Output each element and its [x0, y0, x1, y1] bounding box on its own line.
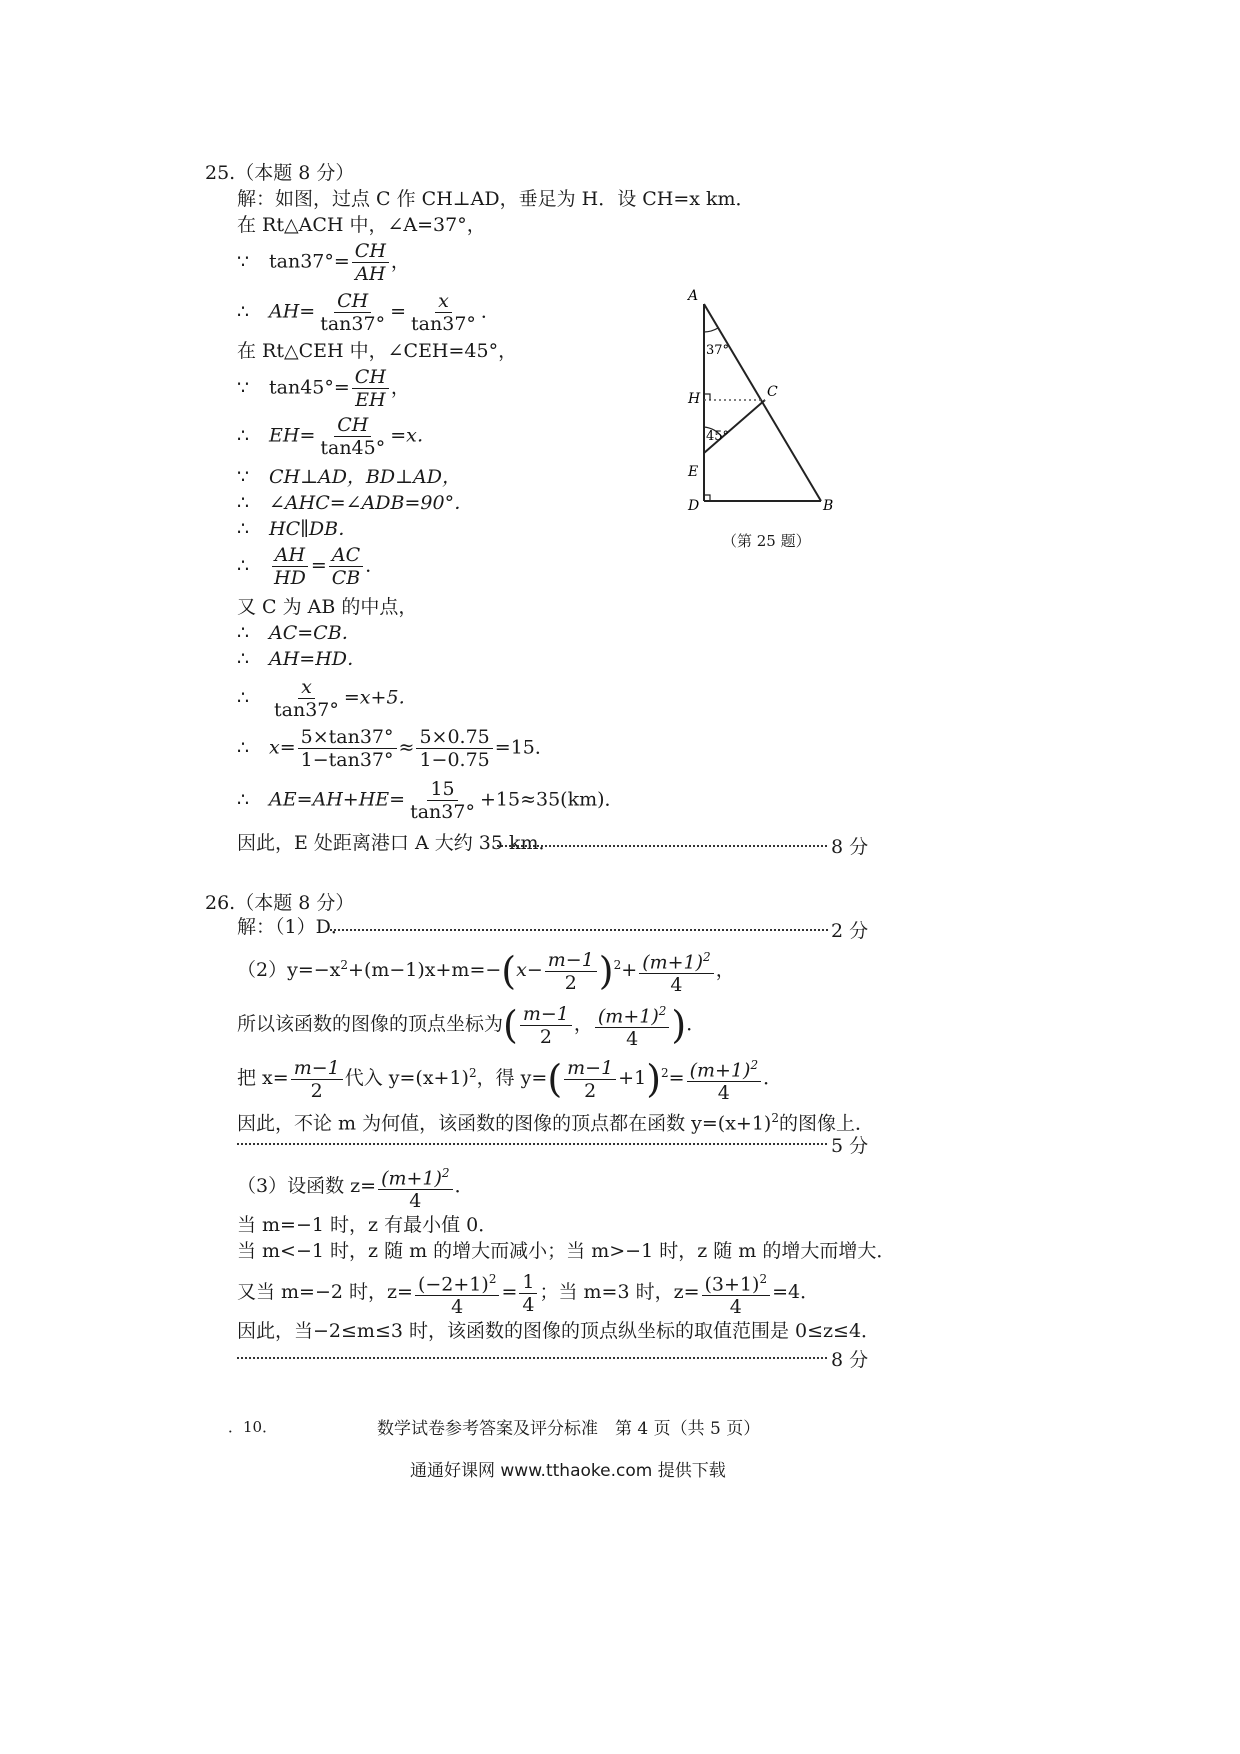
q26-part3-values: 又当 m=−2 时，z= $\frac{(-2+1)^2}{4}$ = $\frac{1}{4}$ ；当 m=3 时，z= $\frac{(3+1)^2}{4}$ =4．: [237, 1268, 819, 1318]
score-leader: [497, 845, 827, 847]
q25-line12: 又 C 为 AB 的中点，: [237, 596, 418, 618]
q26-part1: 解：（1）D．: [237, 916, 350, 938]
angle-label-37: 37°: [706, 343, 730, 358]
q25-line15: ∴ $\frac{x}{\tan 37^\circ}$ =x+5．: [237, 676, 418, 721]
q26-header: 26.（本题 8 分）: [205, 892, 355, 914]
q25-figure: [680, 280, 840, 550]
score-leader: [237, 1143, 827, 1145]
q25-line8: ∵ CH⊥AD，BD⊥AD，: [237, 466, 461, 488]
fraction: $\frac{(m+1)^2}{4}$: [378, 1162, 453, 1212]
fraction: $\frac{(m+1)^2}{4}$: [687, 1054, 762, 1104]
fraction: $\frac{AH}{HD}$: [271, 544, 309, 589]
label-b: B: [823, 498, 834, 514]
q25-line1: 解：如图，过点 C 作 CH⊥AD，垂足为 H．设 CH=x km．: [237, 188, 755, 210]
footer-source: 通通好课网 www.tthaoke.com 提供下载: [410, 1461, 726, 1481]
q25-line3: ∵ tan37°= $\frac{CH}{AH}$ ，: [237, 240, 410, 285]
fraction: $\frac{5\times\tan 37^\circ}{1-\tan 37^\circ}$: [298, 726, 397, 771]
q25-header: 25.（本题 8 分）: [205, 162, 355, 184]
q26-part3-min: 当 m=−1 时，z 有最小值 0．: [237, 1214, 498, 1236]
fraction: $\frac{CH}{AH}$: [352, 240, 389, 285]
q26-part2-eq: $(2)y=-x^2+(m-1)x+m=-(x-$ $\frac{m-1}{2}$ )$^2$+ $\frac{(m+1)^2}{4}$ ，: [237, 946, 735, 996]
q25-conclusion: 因此，E 处距离港口 A 大约 35 km．: [237, 832, 558, 854]
label-d: D: [688, 498, 700, 514]
fraction: $\frac{(m+1)^2}{4}$: [639, 946, 714, 996]
fraction: $\frac{m-1}{2}$: [545, 949, 597, 994]
q26-part2-vertex: 所以该函数的图像的顶点坐标为( $\frac{m-1}{2}$ ， $\frac{(m+1)^2}{4}$ )．: [237, 1000, 705, 1050]
q25-score: 8 分: [831, 836, 869, 858]
because-symbol: ∵: [237, 250, 250, 273]
therefore-symbol: ∴: [237, 300, 250, 323]
footer-title: 数学试卷参考答案及评分标准 第 4 页（共 5 页）: [377, 1419, 761, 1439]
q25-line6: ∵ tan45°= $\frac{CH}{EH}$ ，: [237, 366, 410, 411]
page-number: ．10．: [228, 1418, 278, 1436]
fraction: $\frac{m-1}{2}$: [564, 1057, 616, 1102]
figure-caption: （第 25 题）: [722, 532, 811, 550]
q26-score-part1: 2 分: [831, 920, 869, 942]
q25-line10: ∴ HC∥DB．: [237, 518, 358, 540]
q26-part3-conclusion: 因此，当−2≤m≤3 时，该函数的图像的顶点纵坐标的取值范围是 0≤z≤4．: [237, 1320, 881, 1342]
q25-line14: ∴ AH=HD．: [237, 648, 367, 670]
q25-line4: ∴ AH= $\frac{CH}{\tan 37^\circ}$ = $\frac{x}{\tan 37^\circ}$ ．: [237, 290, 500, 335]
q26-score-part3: 8 分: [831, 1349, 869, 1371]
fraction: $\frac{AC}{CB}$: [329, 544, 364, 589]
label-c: C: [767, 384, 778, 400]
fraction: $\frac{x}{\tan 37^\circ}$: [274, 676, 339, 721]
label-a: A: [688, 288, 699, 304]
fraction: $\frac{m-1}{2}$: [291, 1057, 343, 1102]
q25-line7: ∴ EH= $\frac{CH}{\tan 45^\circ}$ =x．: [237, 414, 436, 459]
fraction: $\frac{15}{\tan 37^\circ}$: [410, 778, 475, 823]
fraction: $\frac{(3+1)^2}{4}$: [702, 1268, 771, 1318]
segment-ec: [704, 400, 765, 453]
q25-line17: ∴ AE=AH+HE= $\frac{15}{\tan 37^\circ}$ +15≈35(km)．: [237, 778, 624, 823]
fraction: $\frac{CH}{\tan 45^\circ}$: [320, 414, 386, 459]
q26-part2-conclusion: 因此，不论 m 为何值，该函数的图像的顶点都在函数 $y=(x+1)^2$的图像上．: [237, 1111, 874, 1135]
fraction: $\frac{m-1}{2}$: [520, 1003, 572, 1048]
score-leader: [237, 1357, 827, 1359]
fraction: $\frac{5\times 0.75}{1-0.75}$: [416, 726, 492, 771]
angle-label-45: 45°: [706, 429, 730, 444]
label-h: H: [688, 391, 701, 407]
q25-line13: ∴ AC=CB．: [237, 622, 361, 644]
q26-part2-substitute: 把 x= $\frac{m-1}{2}$ 代入 $y=(x+1)^2$，得 y=( $\frac{m-1}{2}$ +1)$^2$= $\frac{(m+1)^2}{4}$ ．: [237, 1054, 782, 1104]
fraction: $\frac{1}{4}$: [519, 1271, 537, 1316]
fraction: $\frac{(m+1)^2}{4}$: [595, 1000, 670, 1050]
fraction: $\frac{CH}{\tan 37^\circ}$: [320, 290, 386, 335]
q25-line2: 在 Rt△ACH 中，∠A=37°，: [237, 214, 486, 236]
fraction: $\frac{(-2+1)^2}{4}$: [415, 1268, 499, 1318]
score-leader: [330, 929, 828, 931]
q26-part3-monotonic: 当 m<−1 时，z 随 m 的增大而减小；当 m>−1 时，z 随 m 的增大而增大．: [237, 1240, 896, 1262]
q25-line9: ∴ ∠AHC=∠ADB=90°．: [237, 492, 474, 514]
fraction: $\frac{x}{\tan 37^\circ}$: [411, 290, 476, 335]
label-e: E: [688, 464, 699, 480]
fraction: $\frac{CH}{EH}$: [352, 366, 389, 411]
q26-part3-define: （3）设函数 z= $\frac{(m+1)^2}{4}$ ．: [237, 1162, 474, 1212]
q25-line16: ∴ x= $\frac{5\times\tan 37^\circ}{1-\tan 37^\circ}$ ≈ $\frac{5\times 0.75}{1-0.75}$ =15．: [237, 726, 554, 771]
q26-score-part2: 5 分: [831, 1135, 869, 1157]
angle-arc-a: [704, 328, 718, 332]
q25-line5: 在 Rt△CEH 中，∠CEH=45°，: [237, 340, 518, 362]
q25-line11: ∴ $\frac{AH}{HD}$ = $\frac{AC}{CB}$ ．: [237, 544, 385, 589]
